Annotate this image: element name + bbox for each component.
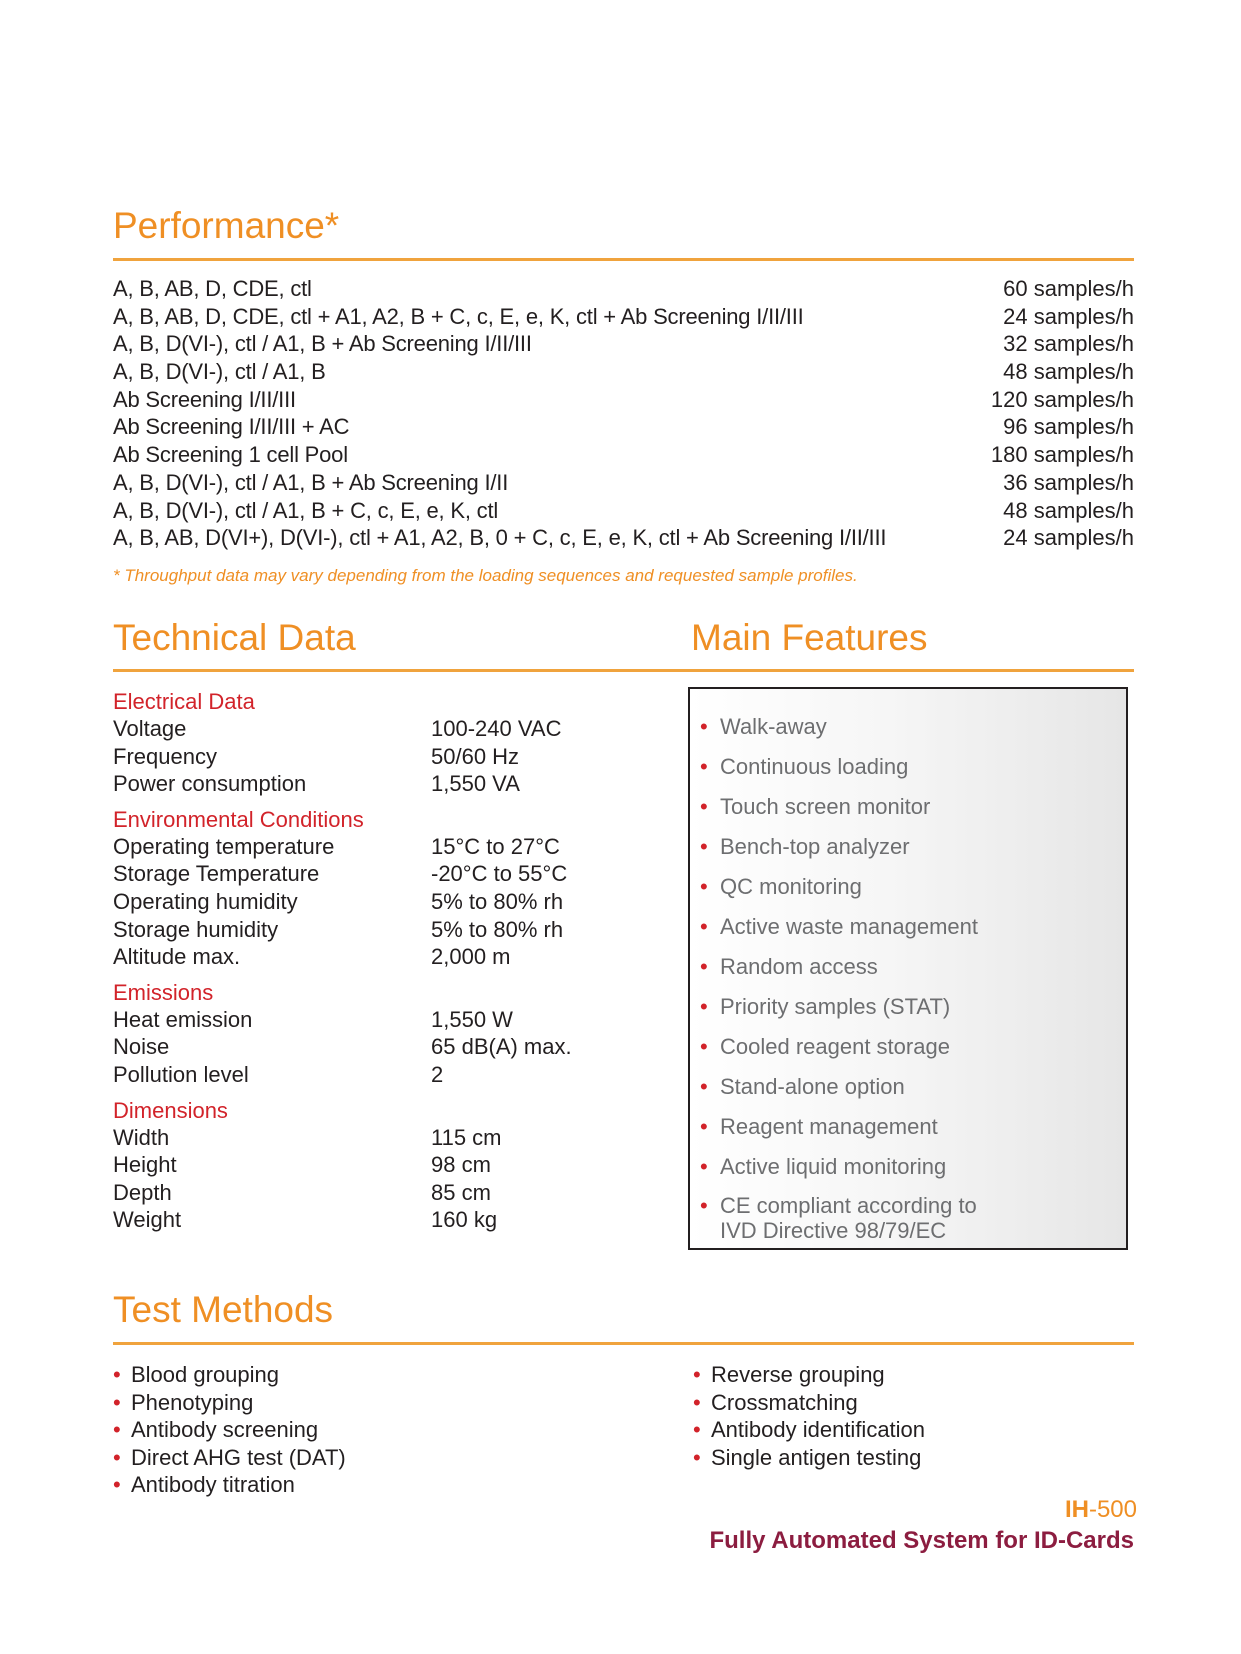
performance-row [113,330,1134,358]
technical-value: 1,550 W [431,1006,513,1032]
test-method-item [113,1389,346,1417]
performance-profile: A, B, AB, D(VI+), D(VI-), ctl + A1, A2, B, 0 + C, c, E, e, K, ctl + Ab Screening I/II/III [113,525,887,551]
performance-divider [113,258,1134,261]
test-method-item [693,1389,925,1417]
test-method-label: Direct AHG test (DAT) [131,1444,346,1470]
performance-row [113,413,1134,441]
bullet-icon: • [693,1389,701,1415]
feature-item [700,1153,1126,1180]
technical-key: Noise [113,1034,170,1060]
performance-row [113,275,1134,303]
test-method-item [113,1416,346,1444]
test-method-item [113,1361,346,1389]
feature-label: Active liquid monitoring [720,1154,947,1179]
technical-value: 5% to 80% rh [431,888,564,914]
performance-profile: Ab Screening I/II/III [113,386,296,412]
technical-row [113,715,633,743]
test-method-label: Blood grouping [131,1362,280,1387]
technical-value: 5% to 80% rh [431,916,564,942]
technical-key: Weight [113,1207,182,1233]
bullet-icon: • [700,794,708,819]
test-method-label: Reverse grouping [711,1362,885,1387]
test-methods-left-list [113,1361,346,1499]
technical-row [113,743,633,771]
bullet-icon: • [700,994,708,1019]
performance-profile: A, B, D(VI-), ctl / A1, B [113,359,326,385]
bullet-icon: • [700,1074,708,1099]
bullet-icon: • [693,1444,701,1470]
product-name-prefix: IH [1064,1496,1089,1523]
performance-rate: 180 samples/h [990,442,1134,468]
feature-label: Walk-away [720,714,827,739]
test-method-item [693,1416,925,1444]
technical-value: 160 kg [431,1207,498,1233]
technical-row [113,833,633,861]
technical-key: Voltage [113,716,187,741]
performance-rate: 48 samples/h [1003,497,1134,523]
performance-profile: Ab Screening 1 cell Pool [113,442,348,468]
feature-label: QC monitoring [720,874,862,899]
feature-label: Continuous loading [720,754,909,779]
technical-data-title: Technical Data [113,617,356,658]
technical-key: Height [113,1152,177,1178]
technical-row [113,943,633,971]
technical-key: Width [113,1124,170,1150]
technical-value: 1,550 VA [431,771,520,797]
feature-label: Active waste management [720,914,979,939]
technical-row [113,1033,633,1061]
performance-footnote: * Throughput data may vary depending from the loading sequences and requested sample profiles. [113,566,858,585]
test-methods-title: Test Methods [113,1289,334,1330]
technical-row [113,860,633,888]
technical-key: Depth [113,1179,172,1205]
bullet-icon: • [700,874,708,899]
bullet-icon: • [700,1193,708,1218]
feature-item [700,913,1126,940]
performance-table [113,275,1134,552]
performance-row [113,303,1134,331]
feature-item [700,873,1126,900]
technical-key: Heat emission [113,1006,253,1032]
bullet-icon: • [113,1389,121,1415]
technical-value: 65 dB(A) max. [431,1034,572,1060]
product-name [1065,1496,1137,1524]
bullet-icon: • [700,1154,708,1179]
product-tagline: Fully Automated System for ID-Cards [709,1527,1134,1554]
technical-key: Pollution level [113,1061,249,1087]
feature-item [700,1113,1126,1140]
feature-label: Priority samples (STAT) [720,994,951,1019]
feature-item [700,993,1126,1020]
technical-key: Operating temperature [113,833,335,859]
bullet-icon: • [113,1444,121,1470]
technical-key: Storage Temperature [113,861,320,887]
section-divider [113,669,1134,672]
performance-profile: A, B, D(VI-), ctl / A1, B + C, c, E, e, K, ctl [113,497,499,523]
bullet-icon: • [700,1114,708,1139]
feature-item [700,833,1126,860]
technical-value: 115 cm [431,1124,502,1150]
bullet-icon: • [700,1034,708,1059]
test-method-label: Antibody identification [711,1417,926,1443]
bullet-icon: • [693,1362,701,1387]
test-method-item [113,1444,346,1472]
technical-group-heading: Environmental Conditions [113,806,364,832]
test-method-label: Antibody titration [131,1472,295,1498]
feature-label-line2: IVD Directive 98/79/EC [720,1218,947,1243]
test-methods-divider [113,1342,1134,1345]
product-name-suffix: -500 [1088,1496,1137,1523]
technical-row [113,888,633,916]
performance-row [113,386,1134,414]
feature-label: Touch screen monitor [720,794,931,819]
performance-row [113,358,1134,386]
technical-value: 98 cm [431,1152,491,1178]
technical-group [113,688,633,798]
technical-value: -20°C to 55°C [431,861,568,887]
technical-value: 2,000 m [431,944,511,970]
technical-group [113,806,633,971]
technical-key: Frequency [113,743,217,769]
feature-label: Random access [720,954,878,979]
main-features-list [690,689,1126,1243]
bullet-icon: • [113,1417,121,1443]
technical-value: 15°C to 27°C [431,833,560,859]
technical-group-heading: Emissions [113,979,214,1005]
technical-key: Power consumption [113,771,307,797]
technical-group-heading: Electrical Data [113,689,255,714]
technical-data-table [113,688,633,1242]
test-method-label: Phenotyping [131,1389,254,1415]
bullet-icon: • [700,834,708,859]
technical-value: 50/60 Hz [431,743,520,769]
technical-value: 85 cm [431,1179,491,1205]
performance-rate: 24 samples/h [1003,303,1134,329]
test-method-item [113,1471,346,1499]
bullet-icon: • [700,754,708,779]
bullet-icon: • [700,714,708,739]
technical-row [113,1179,633,1207]
performance-profile: A, B, D(VI-), ctl / A1, B + Ab Screening I/II/III [113,331,532,357]
technical-row [113,1206,633,1234]
feature-label-line1: CE compliant according to [720,1193,977,1218]
feature-item [700,713,1126,740]
technical-group [113,979,633,1089]
test-methods-right-list [693,1361,925,1471]
technical-row [113,1006,633,1034]
bullet-icon: • [700,914,708,939]
performance-rate: 96 samples/h [1003,414,1134,440]
technical-key: Storage humidity [113,916,279,942]
technical-row [113,916,633,944]
performance-rate: 60 samples/h [1003,276,1134,301]
performance-rate: 36 samples/h [1003,469,1134,495]
performance-rate: 32 samples/h [1003,331,1134,357]
main-features-title: Main Features [691,617,928,658]
test-method-label: Single antigen testing [711,1444,922,1470]
performance-row [113,469,1134,497]
test-method-item [693,1361,925,1389]
feature-label: Stand-alone option [720,1074,905,1099]
technical-key: Operating humidity [113,888,298,914]
performance-title: Performance* [113,205,340,246]
performance-profile: Ab Screening I/II/III + AC [113,414,350,440]
feature-item [700,753,1126,780]
performance-profile: A, B, AB, D, CDE, ctl + A1, A2, B + C, c, E, e, K, ctl + Ab Screening I/II/III [113,303,804,329]
technical-key: Altitude max. [113,944,241,970]
technical-group [113,1097,633,1234]
test-method-item [693,1444,925,1472]
bullet-icon: • [693,1417,701,1443]
bullet-icon: • [113,1472,121,1498]
technical-value: 100-240 VAC [431,716,562,741]
test-method-label: Antibody screening [131,1417,319,1443]
performance-rate: 24 samples/h [1003,525,1134,551]
bullet-icon: • [700,954,708,979]
technical-row [113,1124,633,1152]
technical-row [113,1061,633,1089]
technical-row [113,1151,633,1179]
performance-row [113,524,1134,552]
main-features-box [688,687,1128,1250]
performance-row [113,497,1134,525]
technical-row [113,770,633,798]
performance-rate: 48 samples/h [1003,359,1134,385]
bullet-icon: • [113,1362,121,1387]
performance-rate: 120 samples/h [990,386,1134,412]
feature-item [700,793,1126,820]
feature-item [700,1033,1126,1060]
performance-profile: A, B, D(VI-), ctl / A1, B + Ab Screening I/II [113,469,509,495]
performance-profile: A, B, AB, D, CDE, ctl [113,276,312,301]
technical-value: 2 [431,1061,444,1087]
test-method-label: Crossmatching [711,1389,858,1415]
feature-label: Reagent management [720,1114,938,1139]
performance-row [113,441,1134,469]
technical-group-heading: Dimensions [113,1097,228,1123]
feature-label: Cooled reagent storage [720,1034,950,1059]
feature-label: Bench-top analyzer [720,834,910,859]
feature-item [700,1073,1126,1100]
feature-item [700,1193,1126,1243]
feature-item [700,953,1126,980]
